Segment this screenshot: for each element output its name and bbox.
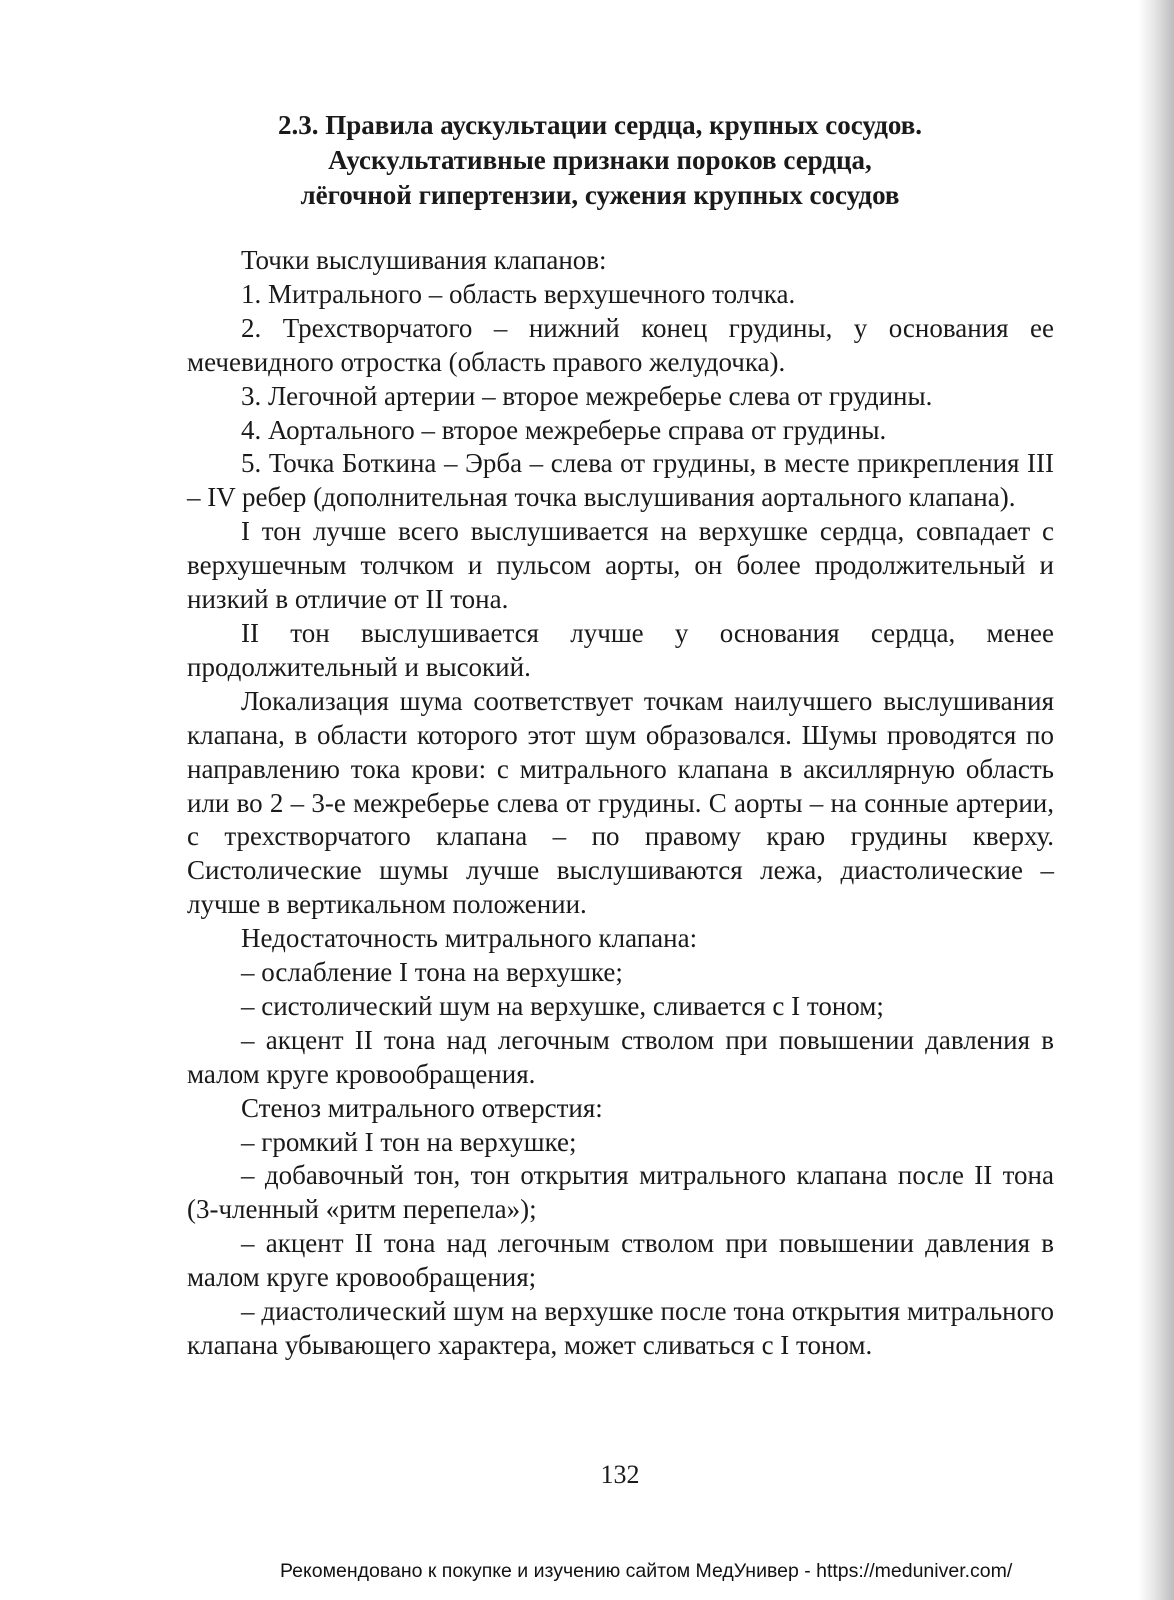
list-item: 3. Легочной артерии – второе межреберье слева от грудины. bbox=[241, 380, 933, 411]
list-item: – громкий I тон на верхушке; bbox=[241, 1126, 577, 1157]
heading-line: Аускультативные признаки пороков сердца, bbox=[328, 145, 872, 175]
paragraph: Локализация шума соответствует точкам наилучшего выслушивания клапана, в области которого этот шум образовался. Шумы проводятся по направлению тока крови: с митрального клапана в аксиллярную область или во 2 – 3-е межреберье слева от грудины. С аорты – на сонные артерии, с трехстворчатого клапана – по правому краю грудины кверху. Систолические шумы лучше выслушиваются лежа, диастолические – лучше в вертикальном положении. bbox=[187, 685, 1054, 920]
paragraph: Недостаточность митрального клапана: bbox=[241, 923, 698, 954]
paragraph: I тон лучше всего выслушивается на верхушке сердца, совпадает с верхушечным толчком и пульсом аорты, он более продолжительный и низкий в отличие от II тона. bbox=[187, 516, 1054, 615]
list-item: 5. Точка Боткина – Эрба – слева от грудины, в месте прикрепления III – IV ребер (дополнительная точка выслушивания аортального клапана). bbox=[187, 448, 1054, 513]
list-item: – систолический шум на верхушке, сливается с I тоном; bbox=[241, 990, 884, 1021]
list-item: 1. Митрального – область верхушечного толчка. bbox=[241, 278, 796, 309]
heading-line: 2.3. Правила аускультации сердца, крупных сосудов. bbox=[277, 110, 923, 140]
body-text bbox=[187, 244, 1054, 1363]
list-item: – ослабление I тона на верхушке; bbox=[241, 957, 623, 988]
paragraph: Стеноз митрального отверстия: bbox=[241, 1092, 603, 1123]
paragraph: Точки выслушивания клапанов: bbox=[241, 245, 607, 275]
list-item: – диастолический шум на верхушке после тона открытия митрального клапана убывающего характера, может сливаться с I тоном. bbox=[187, 1296, 1054, 1360]
list-item: – акцент II тона над легочным стволом при повышении давления в малом круге кровообращения. bbox=[187, 1024, 1054, 1089]
footer-link-text: Рекомендовано к покупке и изучению сайтом МедУнивер - https://meduniver.com/ bbox=[280, 1560, 1013, 1582]
list-item: 4. Аортального – второе межреберье справа от грудины. bbox=[241, 414, 887, 445]
page-number: 132 bbox=[600, 1460, 640, 1489]
list-item: – акцент II тона над легочным стволом при повышении давления в малом круге кровообращения; bbox=[187, 1228, 1054, 1293]
list-item: – добавочный тон, тон открытия митрального клапана после II тона (3-членный «ритм перепела»); bbox=[187, 1160, 1054, 1225]
section-heading bbox=[150, 108, 1050, 213]
heading-line: лёгочной гипертензии, сужения крупных сосудов bbox=[300, 180, 900, 210]
paragraph: II тон выслушивается лучше у основания сердца, менее продолжительный и высокий. bbox=[187, 617, 1054, 682]
list-item: 2. Трехстворчатого – нижний конец грудины, у основания ее мечевидного отростка (область правого желудочка). bbox=[187, 312, 1054, 377]
page-edge-shadow bbox=[1138, 0, 1174, 1600]
